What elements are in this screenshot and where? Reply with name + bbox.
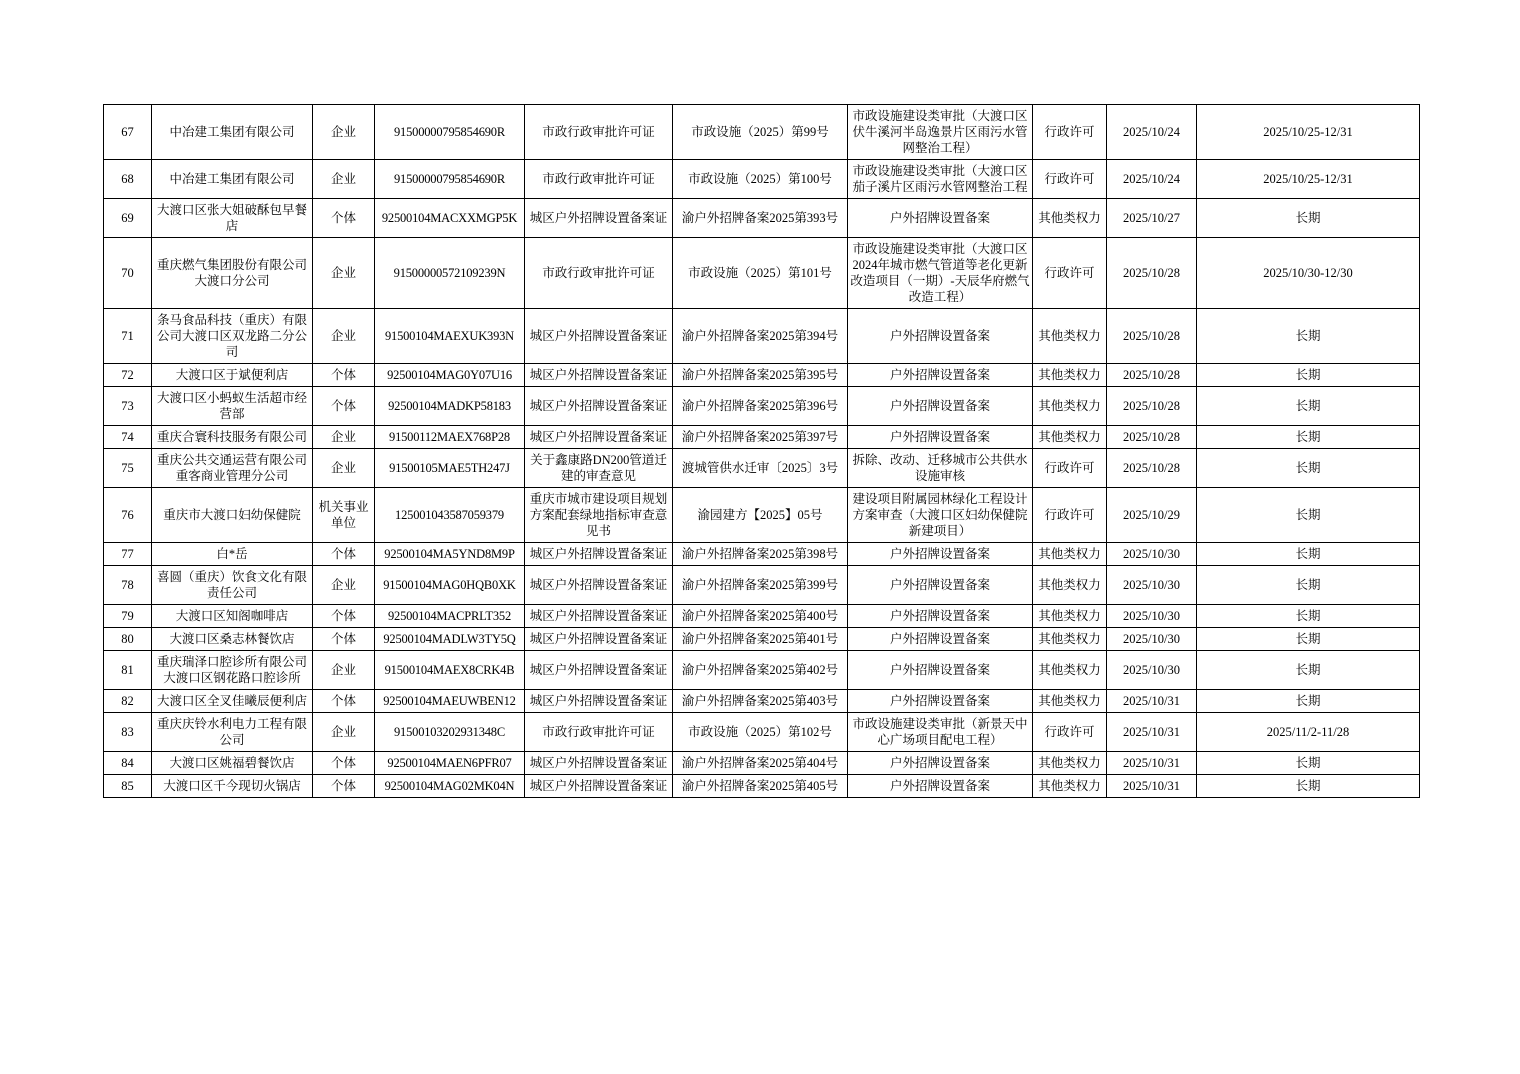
cell-cert-name: 市政行政审批许可证 — [525, 105, 673, 160]
cell-credit-code: 125001043587059379 — [375, 488, 525, 543]
cell-valid: 长期 — [1197, 199, 1420, 238]
cell-date: 2025/10/30 — [1107, 628, 1197, 651]
cell-cert-no: 渝户外招牌备案2025第397号 — [673, 426, 848, 449]
cell-subject-type: 企业 — [313, 105, 375, 160]
cell-index: 74 — [104, 426, 152, 449]
cell-date: 2025/10/31 — [1107, 690, 1197, 713]
cell-index: 75 — [104, 449, 152, 488]
cell-power-type: 其他类权力 — [1033, 690, 1107, 713]
cell-name: 中冶建工集团有限公司 — [152, 160, 313, 199]
table-row — [104, 449, 1420, 488]
table-row — [104, 387, 1420, 426]
cell-power-type: 其他类权力 — [1033, 309, 1107, 364]
table-row — [104, 752, 1420, 775]
cell-subject-type: 企业 — [313, 713, 375, 752]
cell-subject-type: 个体 — [313, 199, 375, 238]
cell-cert-name: 市政行政审批许可证 — [525, 238, 673, 309]
cell-item-name: 户外招牌设置备案 — [848, 752, 1033, 775]
cell-name: 大渡口区张大姐破酥包早餐店 — [152, 199, 313, 238]
cell-cert-no: 渝户外招牌备案2025第398号 — [673, 543, 848, 566]
cell-name: 喜圆（重庆）饮食文化有限责任公司 — [152, 566, 313, 605]
cell-valid: 长期 — [1197, 752, 1420, 775]
cell-cert-no: 渝户外招牌备案2025第393号 — [673, 199, 848, 238]
cell-valid: 长期 — [1197, 628, 1420, 651]
cell-power-type: 其他类权力 — [1033, 628, 1107, 651]
cell-power-type: 行政许可 — [1033, 488, 1107, 543]
cell-valid: 长期 — [1197, 543, 1420, 566]
cell-valid: 长期 — [1197, 426, 1420, 449]
cell-index: 69 — [104, 199, 152, 238]
cell-name: 白*岳 — [152, 543, 313, 566]
cell-item-name: 户外招牌设置备案 — [848, 199, 1033, 238]
cell-credit-code: 91500104MAEX8CRK4B — [375, 651, 525, 690]
cell-credit-code: 92500104MADLW3TY5Q — [375, 628, 525, 651]
table-row — [104, 566, 1420, 605]
cell-credit-code: 92500104MAG0Y07U16 — [375, 364, 525, 387]
table-row — [104, 238, 1420, 309]
cell-date: 2025/10/28 — [1107, 426, 1197, 449]
cell-item-name: 户外招牌设置备案 — [848, 651, 1033, 690]
registry-table-container — [103, 104, 1419, 798]
cell-cert-name: 重庆市城市建设项目规划方案配套绿地指标审查意见书 — [525, 488, 673, 543]
cell-valid: 长期 — [1197, 775, 1420, 798]
cell-valid: 长期 — [1197, 605, 1420, 628]
cell-index: 68 — [104, 160, 152, 199]
cell-name: 大渡口区全叉佳曦辰便利店 — [152, 690, 313, 713]
cell-name: 大渡口区知阁咖啡店 — [152, 605, 313, 628]
cell-name: 条马食品科技（重庆）有限公司大渡口区双龙路二分公司 — [152, 309, 313, 364]
cell-credit-code: 92500104MA5YND8M9P — [375, 543, 525, 566]
cell-valid: 长期 — [1197, 449, 1420, 488]
cell-cert-name: 城区户外招牌设置备案证 — [525, 605, 673, 628]
cell-item-name: 户外招牌设置备案 — [848, 566, 1033, 605]
cell-date: 2025/10/31 — [1107, 775, 1197, 798]
cell-item-name: 市政设施建设类审批（大渡口区伏牛溪河半岛逸景片区雨污水管网整治工程） — [848, 105, 1033, 160]
cell-credit-code: 92500104MADKP58183 — [375, 387, 525, 426]
table-row — [104, 426, 1420, 449]
cell-cert-no: 市政设施（2025）第101号 — [673, 238, 848, 309]
cell-power-type: 其他类权力 — [1033, 387, 1107, 426]
cell-credit-code: 91500104MAG0HQB0XK — [375, 566, 525, 605]
cell-subject-type: 机关事业单位 — [313, 488, 375, 543]
cell-cert-no: 渝户外招牌备案2025第396号 — [673, 387, 848, 426]
cell-power-type: 行政许可 — [1033, 449, 1107, 488]
cell-valid: 长期 — [1197, 309, 1420, 364]
cell-index: 84 — [104, 752, 152, 775]
table-row — [104, 713, 1420, 752]
table-row — [104, 543, 1420, 566]
cell-credit-code: 91500104MAEXUK393N — [375, 309, 525, 364]
cell-name: 大渡口区桑志林餐饮店 — [152, 628, 313, 651]
cell-power-type: 其他类权力 — [1033, 543, 1107, 566]
cell-index: 70 — [104, 238, 152, 309]
cell-credit-code: 92500104MACPRLT352 — [375, 605, 525, 628]
cell-subject-type: 个体 — [313, 543, 375, 566]
cell-item-name: 建设项目附属园林绿化工程设计方案审查（大渡口区妇幼保健院新建项目） — [848, 488, 1033, 543]
cell-item-name: 户外招牌设置备案 — [848, 605, 1033, 628]
cell-date: 2025/10/30 — [1107, 605, 1197, 628]
cell-valid: 长期 — [1197, 387, 1420, 426]
cell-cert-no: 渝户外招牌备案2025第405号 — [673, 775, 848, 798]
cell-item-name: 户外招牌设置备案 — [848, 426, 1033, 449]
cell-name: 重庆合寰科技服务有限公司 — [152, 426, 313, 449]
cell-date: 2025/10/31 — [1107, 752, 1197, 775]
cell-cert-no: 渝户外招牌备案2025第402号 — [673, 651, 848, 690]
cell-index: 80 — [104, 628, 152, 651]
cell-power-type: 其他类权力 — [1033, 752, 1107, 775]
cell-cert-name: 市政行政审批许可证 — [525, 160, 673, 199]
cell-credit-code: 92500104MAEUWBEN12 — [375, 690, 525, 713]
cell-index: 72 — [104, 364, 152, 387]
cell-valid: 2025/10/30-12/30 — [1197, 238, 1420, 309]
cell-cert-name: 市政行政审批许可证 — [525, 713, 673, 752]
table-row — [104, 775, 1420, 798]
table-row — [104, 309, 1420, 364]
table-row — [104, 651, 1420, 690]
cell-name: 重庆公共交通运营有限公司重客商业管理分公司 — [152, 449, 313, 488]
cell-date: 2025/10/31 — [1107, 713, 1197, 752]
cell-cert-no: 渝户外招牌备案2025第403号 — [673, 690, 848, 713]
cell-item-name: 户外招牌设置备案 — [848, 628, 1033, 651]
cell-item-name: 户外招牌设置备案 — [848, 690, 1033, 713]
cell-name: 大渡口区于斌便利店 — [152, 364, 313, 387]
cell-item-name: 市政设施建设类审批（大渡口区茄子溪片区雨污水管网整治工程 — [848, 160, 1033, 199]
cell-date: 2025/10/28 — [1107, 364, 1197, 387]
cell-power-type: 其他类权力 — [1033, 605, 1107, 628]
cell-cert-no: 渝户外招牌备案2025第399号 — [673, 566, 848, 605]
cell-cert-name: 城区户外招牌设置备案证 — [525, 309, 673, 364]
cell-date: 2025/10/28 — [1107, 449, 1197, 488]
cell-name: 重庆瑞泽口腔诊所有限公司大渡口区钢花路口腔诊所 — [152, 651, 313, 690]
cell-date: 2025/10/28 — [1107, 238, 1197, 309]
cell-valid: 2025/10/25-12/31 — [1197, 105, 1420, 160]
cell-cert-name: 城区户外招牌设置备案证 — [525, 651, 673, 690]
cell-cert-name: 城区户外招牌设置备案证 — [525, 752, 673, 775]
cell-date: 2025/10/24 — [1107, 105, 1197, 160]
cell-cert-name: 城区户外招牌设置备案证 — [525, 364, 673, 387]
cell-date: 2025/10/28 — [1107, 309, 1197, 364]
table-row — [104, 105, 1420, 160]
cell-power-type: 其他类权力 — [1033, 566, 1107, 605]
cell-valid: 长期 — [1197, 488, 1420, 543]
cell-cert-no: 市政设施（2025）第99号 — [673, 105, 848, 160]
cell-name: 大渡口区小蚂蚁生活超市经营部 — [152, 387, 313, 426]
cell-subject-type: 企业 — [313, 309, 375, 364]
cell-credit-code: 92500104MACXXMGP5K — [375, 199, 525, 238]
cell-date: 2025/10/30 — [1107, 566, 1197, 605]
cell-valid: 长期 — [1197, 364, 1420, 387]
cell-valid: 长期 — [1197, 651, 1420, 690]
cell-index: 79 — [104, 605, 152, 628]
cell-power-type: 行政许可 — [1033, 105, 1107, 160]
cell-cert-name: 城区户外招牌设置备案证 — [525, 199, 673, 238]
cell-subject-type: 企业 — [313, 238, 375, 309]
cell-index: 83 — [104, 713, 152, 752]
cell-index: 82 — [104, 690, 152, 713]
cell-item-name: 拆除、改动、迁移城市公共供水设施审核 — [848, 449, 1033, 488]
cell-index: 85 — [104, 775, 152, 798]
cell-index: 71 — [104, 309, 152, 364]
cell-subject-type: 个体 — [313, 775, 375, 798]
cell-power-type: 其他类权力 — [1033, 775, 1107, 798]
cell-cert-name: 城区户外招牌设置备案证 — [525, 426, 673, 449]
cell-credit-code: 91500105MAE5TH247J — [375, 449, 525, 488]
cell-index: 78 — [104, 566, 152, 605]
table-row — [104, 628, 1420, 651]
cell-subject-type: 企业 — [313, 449, 375, 488]
cell-date: 2025/10/27 — [1107, 199, 1197, 238]
cell-cert-no: 渝户外招牌备案2025第394号 — [673, 309, 848, 364]
cell-cert-name: 城区户外招牌设置备案证 — [525, 387, 673, 426]
cell-cert-name: 城区户外招牌设置备案证 — [525, 690, 673, 713]
registry-table-body — [104, 105, 1420, 798]
cell-subject-type: 个体 — [313, 387, 375, 426]
cell-name: 重庆庆铃水利电力工程有限公司 — [152, 713, 313, 752]
cell-name: 大渡口区姚福碧餐饮店 — [152, 752, 313, 775]
cell-cert-no: 渝园建方【2025】05号 — [673, 488, 848, 543]
cell-credit-code: 92500104MAG02MK04N — [375, 775, 525, 798]
cell-date: 2025/10/30 — [1107, 543, 1197, 566]
cell-valid: 2025/11/2-11/28 — [1197, 713, 1420, 752]
cell-subject-type: 个体 — [313, 605, 375, 628]
cell-subject-type: 企业 — [313, 426, 375, 449]
cell-credit-code: 92500104MAEN6PFR07 — [375, 752, 525, 775]
cell-valid: 长期 — [1197, 566, 1420, 605]
cell-index: 67 — [104, 105, 152, 160]
cell-credit-code: 91500000572109239N — [375, 238, 525, 309]
cell-valid: 2025/10/25-12/31 — [1197, 160, 1420, 199]
cell-cert-no: 市政设施（2025）第100号 — [673, 160, 848, 199]
cell-cert-no: 渝户外招牌备案2025第395号 — [673, 364, 848, 387]
cell-power-type: 其他类权力 — [1033, 364, 1107, 387]
cell-cert-no: 市政设施（2025）第102号 — [673, 713, 848, 752]
cell-name: 大渡口区千今现切火锅店 — [152, 775, 313, 798]
cell-power-type: 其他类权力 — [1033, 199, 1107, 238]
cell-item-name: 户外招牌设置备案 — [848, 543, 1033, 566]
cell-credit-code: 91500000795854690R — [375, 105, 525, 160]
cell-cert-name: 城区户外招牌设置备案证 — [525, 775, 673, 798]
cell-power-type: 其他类权力 — [1033, 651, 1107, 690]
cell-credit-code: 91500112MAEX768P28 — [375, 426, 525, 449]
cell-subject-type: 个体 — [313, 690, 375, 713]
cell-power-type: 其他类权力 — [1033, 426, 1107, 449]
cell-subject-type: 个体 — [313, 752, 375, 775]
cell-index: 81 — [104, 651, 152, 690]
table-row — [104, 488, 1420, 543]
cell-power-type: 行政许可 — [1033, 238, 1107, 309]
cell-index: 73 — [104, 387, 152, 426]
cell-cert-no: 渝户外招牌备案2025第400号 — [673, 605, 848, 628]
cell-cert-no: 渡城管供水迁审〔2025〕3号 — [673, 449, 848, 488]
cell-date: 2025/10/28 — [1107, 387, 1197, 426]
cell-cert-name: 城区户外招牌设置备案证 — [525, 543, 673, 566]
cell-date: 2025/10/30 — [1107, 651, 1197, 690]
cell-index: 77 — [104, 543, 152, 566]
table-row — [104, 605, 1420, 628]
cell-power-type: 行政许可 — [1033, 713, 1107, 752]
cell-item-name: 户外招牌设置备案 — [848, 309, 1033, 364]
cell-cert-no: 渝户外招牌备案2025第404号 — [673, 752, 848, 775]
table-row — [104, 160, 1420, 199]
cell-subject-type: 个体 — [313, 364, 375, 387]
cell-cert-no: 渝户外招牌备案2025第401号 — [673, 628, 848, 651]
cell-date: 2025/10/29 — [1107, 488, 1197, 543]
cell-item-name: 市政设施建设类审批（新景天中心广场项目配电工程） — [848, 713, 1033, 752]
table-row — [104, 364, 1420, 387]
cell-item-name: 市政设施建设类审批（大渡口区2024年城市燃气管道等老化更新改造项目（一期）-天辰华府燃气改造工程） — [848, 238, 1033, 309]
cell-credit-code: 91500000795854690R — [375, 160, 525, 199]
cell-subject-type: 企业 — [313, 566, 375, 605]
cell-power-type: 行政许可 — [1033, 160, 1107, 199]
registry-table — [103, 104, 1420, 798]
cell-cert-name: 城区户外招牌设置备案证 — [525, 566, 673, 605]
table-row — [104, 199, 1420, 238]
cell-cert-name: 关于鑫康路DN200管道迁建的审查意见 — [525, 449, 673, 488]
cell-name: 重庆市大渡口妇幼保健院 — [152, 488, 313, 543]
cell-item-name: 户外招牌设置备案 — [848, 364, 1033, 387]
cell-name: 中冶建工集团有限公司 — [152, 105, 313, 160]
cell-subject-type: 企业 — [313, 160, 375, 199]
cell-subject-type: 个体 — [313, 628, 375, 651]
cell-subject-type: 企业 — [313, 651, 375, 690]
cell-cert-name: 城区户外招牌设置备案证 — [525, 628, 673, 651]
cell-item-name: 户外招牌设置备案 — [848, 775, 1033, 798]
cell-date: 2025/10/24 — [1107, 160, 1197, 199]
cell-credit-code: 91500103202931348C — [375, 713, 525, 752]
cell-name: 重庆燃气集团股份有限公司大渡口分公司 — [152, 238, 313, 309]
cell-index: 76 — [104, 488, 152, 543]
table-row — [104, 690, 1420, 713]
cell-valid: 长期 — [1197, 690, 1420, 713]
cell-item-name: 户外招牌设置备案 — [848, 387, 1033, 426]
